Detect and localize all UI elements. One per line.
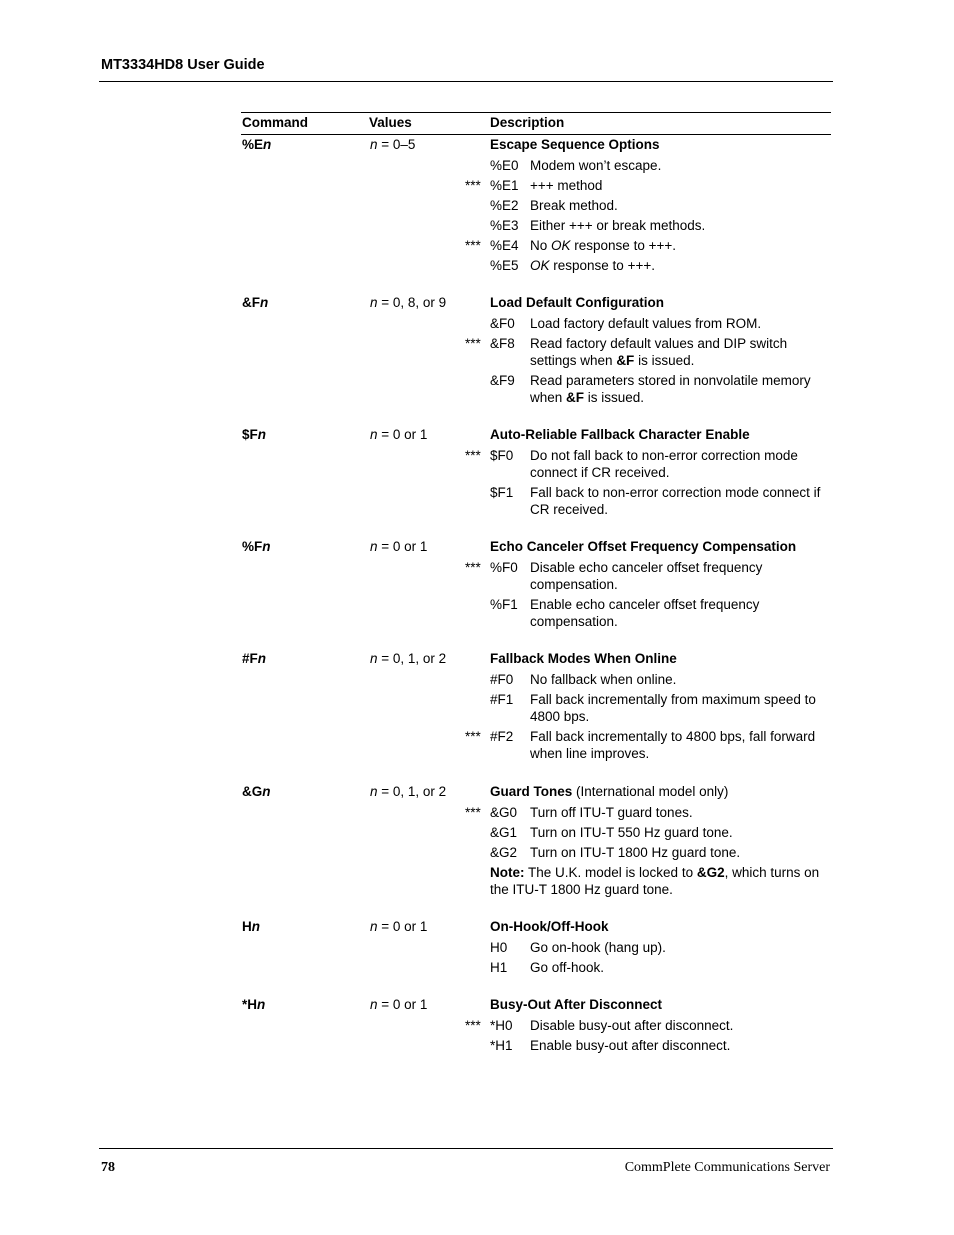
option-row bbox=[465, 447, 832, 481]
option-row bbox=[490, 197, 832, 214]
command-variable: n bbox=[263, 137, 272, 152]
default-marker: *** bbox=[465, 805, 481, 820]
command-name bbox=[242, 539, 271, 554]
default-marker: *** bbox=[465, 560, 481, 575]
command-name bbox=[242, 919, 260, 934]
option-row bbox=[490, 217, 832, 234]
column-header-description: Description bbox=[490, 115, 565, 130]
option-row bbox=[490, 671, 832, 688]
option-text: Fall back incrementally to 4800 bps, fall forward when line improves. bbox=[530, 729, 816, 761]
option-text: Disable echo canceler offset frequency compensation. bbox=[530, 560, 763, 592]
values-range: = 0, 1, or 2 bbox=[377, 651, 447, 666]
option-row bbox=[465, 804, 832, 821]
option-code: &G2 bbox=[490, 845, 518, 860]
description-title bbox=[490, 997, 832, 1017]
command-prefix: &F bbox=[242, 295, 260, 310]
command-values bbox=[370, 137, 415, 152]
option-row bbox=[490, 257, 832, 274]
header-rule bbox=[99, 81, 833, 82]
option-code: *H1 bbox=[490, 1038, 513, 1053]
option-text-pre: Read parameters stored in nonvolatile memory when bbox=[530, 373, 811, 405]
option-text bbox=[530, 237, 832, 254]
option-text: Disable busy-out after disconnect. bbox=[530, 1018, 734, 1033]
option-code: %E2 bbox=[490, 198, 519, 213]
option-code: &G1 bbox=[490, 825, 518, 840]
description-title-text: Busy-Out After Disconnect bbox=[490, 997, 663, 1012]
values-range: = 0–5 bbox=[377, 137, 416, 152]
option-text bbox=[530, 257, 832, 274]
command-values bbox=[370, 651, 446, 666]
option-row bbox=[465, 728, 832, 762]
description-title bbox=[490, 539, 832, 559]
command-variable: n bbox=[251, 919, 260, 934]
default-marker: *** bbox=[465, 448, 481, 463]
option-text: Enable busy-out after disconnect. bbox=[530, 1038, 731, 1053]
table-header-rule bbox=[241, 134, 831, 135]
description-title-extra: (International model only) bbox=[572, 784, 729, 799]
option-text: Load factory default values from ROM. bbox=[530, 316, 762, 331]
option-row bbox=[465, 559, 832, 593]
option-text: Modem won’t escape. bbox=[530, 158, 662, 173]
values-variable: n bbox=[370, 651, 378, 666]
command-variable: n bbox=[262, 539, 271, 554]
page-number: 78 bbox=[101, 1160, 115, 1175]
option-code: #F0 bbox=[490, 672, 514, 687]
footer-rule bbox=[99, 1148, 833, 1149]
description-title-text: Load Default Configuration bbox=[490, 295, 664, 310]
values-variable: n bbox=[370, 997, 378, 1012]
option-text: Break method. bbox=[530, 198, 618, 213]
option-row bbox=[490, 315, 832, 332]
command-name bbox=[242, 997, 265, 1012]
values-range: = 0 or 1 bbox=[377, 997, 428, 1012]
command-description bbox=[465, 784, 832, 898]
option-row bbox=[465, 177, 832, 194]
note bbox=[490, 864, 832, 898]
command-variable: n bbox=[260, 295, 269, 310]
option-row bbox=[490, 691, 832, 725]
command-values bbox=[370, 997, 427, 1012]
description-title bbox=[490, 295, 832, 315]
command-prefix: #F bbox=[242, 651, 258, 666]
option-text: Do not fall back to non-error correction mode connect if CR received. bbox=[530, 448, 798, 480]
command-description bbox=[465, 427, 832, 521]
command-prefix: %E bbox=[242, 137, 264, 152]
option-row bbox=[465, 335, 832, 369]
option-text-post: response to +++. bbox=[549, 258, 655, 273]
option-text bbox=[530, 372, 832, 406]
values-range: = 0 or 1 bbox=[377, 427, 428, 442]
command-variable: n bbox=[257, 651, 267, 666]
option-text-pre: No bbox=[530, 238, 552, 253]
command-description bbox=[465, 539, 832, 633]
option-row bbox=[490, 596, 832, 630]
option-code: %F0 bbox=[490, 560, 518, 575]
option-row bbox=[490, 844, 832, 861]
option-code: %E1 bbox=[490, 178, 519, 193]
description-title-text: Escape Sequence Options bbox=[490, 137, 660, 152]
values-variable: n bbox=[370, 919, 378, 934]
option-row bbox=[465, 237, 832, 254]
option-text-italic: OK bbox=[551, 238, 571, 253]
values-range: = 0, 1, or 2 bbox=[377, 784, 447, 799]
option-row bbox=[490, 959, 832, 976]
option-code: #F1 bbox=[490, 692, 514, 707]
column-header-values: Values bbox=[369, 115, 412, 130]
option-row bbox=[490, 484, 832, 518]
option-text-bold: &F bbox=[566, 390, 585, 405]
option-text: Either +++ or break methods. bbox=[530, 218, 706, 233]
option-row bbox=[490, 157, 832, 174]
default-marker: *** bbox=[465, 729, 481, 744]
option-text-pre: Read factory default values and DIP switch settings when bbox=[530, 336, 788, 368]
command-name bbox=[242, 651, 266, 666]
command-name bbox=[242, 784, 271, 799]
values-range: = 0 or 1 bbox=[377, 919, 428, 934]
description-title-text: Auto-Reliable Fallback Character Enable bbox=[490, 427, 750, 442]
note-text-pre: The U.K. model is locked to bbox=[524, 865, 697, 880]
option-code: &F8 bbox=[490, 336, 515, 351]
option-text-bold: &F bbox=[616, 353, 635, 368]
option-text: Turn on ITU-T 1800 Hz guard tone. bbox=[530, 845, 741, 860]
option-code: #F2 bbox=[490, 729, 514, 744]
description-title bbox=[490, 427, 832, 447]
values-variable: n bbox=[370, 295, 378, 310]
command-values bbox=[370, 784, 446, 799]
option-row bbox=[490, 939, 832, 956]
option-code: &F9 bbox=[490, 373, 515, 388]
default-marker: *** bbox=[465, 238, 481, 253]
command-values bbox=[370, 919, 427, 934]
option-text-italic: OK bbox=[530, 258, 550, 273]
values-variable: n bbox=[370, 539, 378, 554]
option-code: &G0 bbox=[490, 805, 518, 820]
option-code: H0 bbox=[490, 940, 508, 955]
option-row bbox=[490, 372, 832, 406]
command-values bbox=[370, 427, 427, 442]
command-name bbox=[242, 427, 266, 442]
command-description bbox=[465, 137, 832, 277]
command-prefix: $F bbox=[242, 427, 258, 442]
option-text: Enable echo canceler offset frequency compensation. bbox=[530, 597, 760, 629]
option-row bbox=[490, 1037, 832, 1054]
note-text-bold: &G2 bbox=[696, 865, 725, 880]
option-text: +++ method bbox=[530, 178, 603, 193]
command-values bbox=[370, 539, 427, 554]
command-variable: n bbox=[257, 427, 267, 442]
command-name bbox=[242, 137, 271, 152]
option-code: *H0 bbox=[490, 1018, 513, 1033]
default-marker: *** bbox=[465, 1018, 481, 1033]
option-text: Turn off ITU-T guard tones. bbox=[530, 805, 693, 820]
option-code: %F1 bbox=[490, 597, 518, 612]
option-code: $F0 bbox=[490, 448, 514, 463]
option-row bbox=[490, 824, 832, 841]
description-title-text: On-Hook/Off-Hook bbox=[490, 919, 609, 934]
option-text-post: response to +++. bbox=[570, 238, 676, 253]
option-code: %E0 bbox=[490, 158, 519, 173]
option-row bbox=[465, 1017, 832, 1034]
column-header-command: Command bbox=[242, 115, 309, 130]
option-code: %E5 bbox=[490, 258, 519, 273]
option-text: Turn on ITU-T 550 Hz guard tone. bbox=[530, 825, 733, 840]
command-variable: n bbox=[262, 784, 271, 799]
command-values bbox=[370, 295, 446, 310]
description-title bbox=[490, 137, 832, 157]
option-text-post: is issued. bbox=[584, 390, 645, 405]
description-title-text: Guard Tones bbox=[490, 784, 573, 799]
option-code: $F1 bbox=[490, 485, 514, 500]
command-name bbox=[242, 295, 268, 310]
option-text bbox=[530, 335, 832, 369]
command-prefix: *H bbox=[242, 997, 258, 1012]
values-variable: n bbox=[370, 137, 378, 152]
command-prefix: %F bbox=[242, 539, 263, 554]
option-text: Fall back incrementally from maximum speed to 4800 bps. bbox=[530, 692, 816, 724]
description-title bbox=[490, 651, 832, 671]
default-marker: *** bbox=[465, 336, 481, 351]
option-text: Go off-hook. bbox=[530, 960, 605, 975]
option-code: %E3 bbox=[490, 218, 519, 233]
command-prefix: H bbox=[242, 919, 252, 934]
command-variable: n bbox=[257, 997, 266, 1012]
option-text: No fallback when online. bbox=[530, 672, 677, 687]
option-text: Go on-hook (hang up). bbox=[530, 940, 666, 955]
option-text-post: is issued. bbox=[634, 353, 695, 368]
values-variable: n bbox=[370, 427, 378, 442]
values-range: = 0 or 1 bbox=[377, 539, 428, 554]
option-code: H1 bbox=[490, 960, 508, 975]
values-range: = 0, 8, or 9 bbox=[377, 295, 447, 310]
command-description bbox=[465, 651, 832, 765]
table-top-rule bbox=[241, 112, 831, 113]
command-prefix: &G bbox=[242, 784, 263, 799]
default-marker: *** bbox=[465, 178, 481, 193]
values-variable: n bbox=[370, 784, 378, 799]
note-label: Note: bbox=[490, 865, 525, 880]
description-title-text: Echo Canceler Offset Frequency Compensation bbox=[490, 539, 797, 554]
description-title bbox=[490, 784, 832, 804]
command-description bbox=[465, 295, 832, 409]
command-description bbox=[490, 919, 832, 979]
description-title bbox=[490, 919, 832, 939]
option-code: &F0 bbox=[490, 316, 515, 331]
page-header-title: MT3334HD8 User Guide bbox=[101, 57, 265, 73]
note-text-post: , which turns on the ITU-T 1800 Hz guard tone. bbox=[490, 865, 820, 897]
footer-title: CommPlete Communications Server bbox=[624, 1160, 830, 1175]
description-title-text: Fallback Modes When Online bbox=[490, 651, 677, 666]
option-text: Fall back to non-error correction mode connect if CR received. bbox=[530, 485, 821, 517]
command-description bbox=[465, 997, 832, 1057]
option-code: %E4 bbox=[490, 238, 519, 253]
